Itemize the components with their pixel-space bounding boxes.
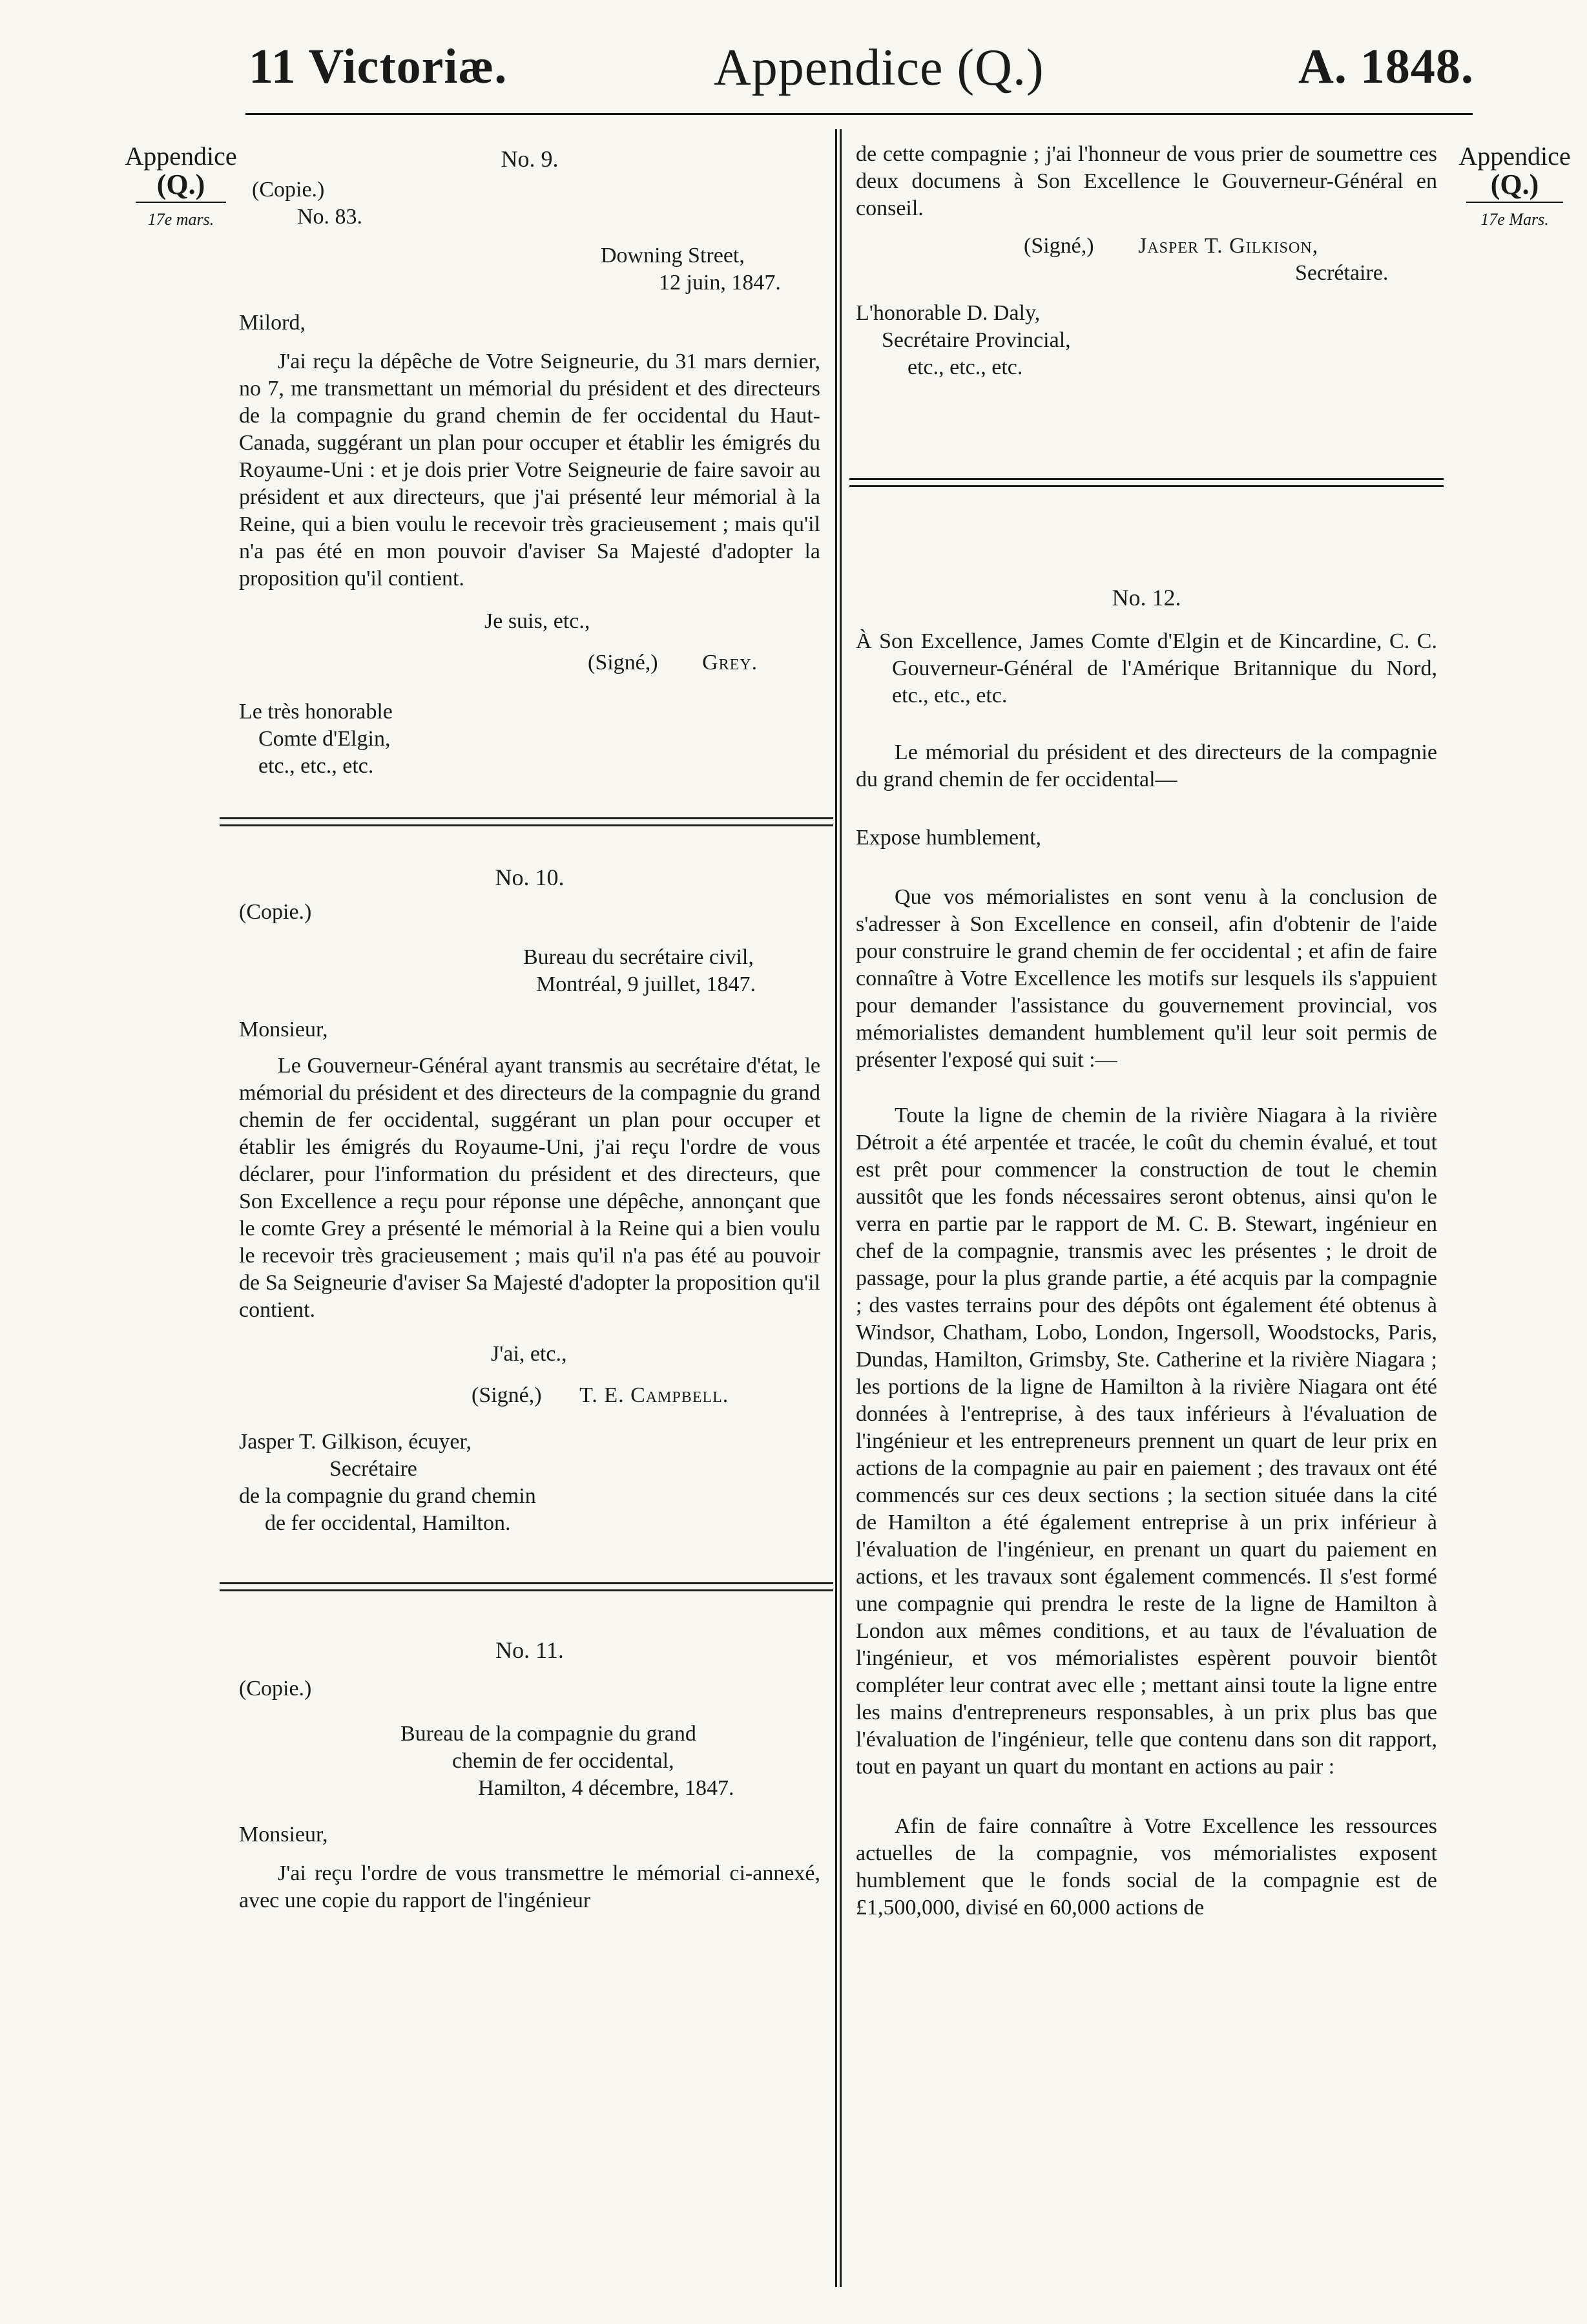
doc-place: Bureau de la compagnie du grand: [400, 1722, 696, 1746]
addressee-line: Le très honorable: [239, 700, 393, 724]
memorial-paragraph: Toute la ligne de chemin de la rivière Niagara à la rivière Détroit a été arpentée et tracée, le coût du chemin évalué, et tout est prêt pour commencer la construction de tout le chemin aussitôt que les fonds nécessaires seront obtenus, ainsi qu'on le verra en partie par le rapport de M. C. B. Stewart, ingénieur en chef de la compagnie, transmis avec les présentes ; le droit de passage, pour la plus grande partie, a été acquis par la compagnie ; des vastes terrains pour des dépôts ont également été obtenus à Windsor, Chatham, Lobo, London, Ingersoll, Woodstocks, Paris, Dundas, Hamilton, Grimsby, Ste. Catherine et la rivière Niagara ; les portions de la ligne de Hamilton à la rivière Niagara ont été données à l'entreprise, à des taux inférieurs à l'évaluation de l'ingénieur et les entrepreneurs prennent un quart de leur prix en actions de la compagnie au pair en paiement ; des travaux ont été commencés sur ces deux sections ; la section située dans la cité de Hamilton a été également entreprise à un prix inférieur à l'évaluation de l'ingénieur, en prenant un quart du paiement en actions, et les travaux sont également commencés. Il s'est formé une compagnie qui prendra le reste de la ligne de Hamilton à London aux mêmes conditions, et au taux de l'évaluation de l'ingénieur, et vos mémorialistes espèrent pouvoir bientôt compléter leur contrat avec elle ; mettant ainsi toute la ligne entre les mains d'entrepreneurs responsables, à un prix plus bas que l'évaluation de l'ingénieur, telle que contenu dans son dit rapport, tout en payant un quart du montant en actions au pair :: [856, 1104, 1437, 1779]
margin-note-right: [1450, 142, 1579, 234]
continued-text: de cette compagnie ; j'ai l'honneur de vous prier de soumettre ces deux documens à Son Excellence le Gouverneur-Général en conseil.: [856, 142, 1437, 220]
addressee-line: Jasper T. Gilkison, écuyer,: [239, 1430, 472, 1454]
doc-number: No. 12.: [1112, 585, 1181, 611]
copy-label: (Copie.): [239, 1677, 312, 1701]
signature-line: [239, 1382, 820, 1409]
margin-bar: [136, 202, 226, 203]
doc-date: 12 juin, 1847.: [659, 271, 781, 295]
addressee-line: de la compagnie du grand chemin: [239, 1484, 536, 1508]
memorial-intro: Le mémorial du président et des directeurs de la compagnie du grand chemin de fer occidental—: [856, 740, 1437, 791]
column-rule: [835, 129, 837, 2287]
section-divider: [220, 1582, 833, 1591]
left-column: [239, 145, 820, 1914]
margin-appendix-label: Appendice: [1458, 141, 1571, 171]
salutation: Monsieur,: [239, 1823, 328, 1847]
addressee-line: L'honorable D. Daly,: [856, 301, 1041, 325]
addressee-line: Secrétaire: [329, 1457, 417, 1481]
signature-line: [239, 649, 820, 676]
doc-number: No. 11.: [495, 1637, 564, 1663]
right-column: [856, 141, 1437, 1921]
memorial-paragraph: Afin de faire connaître à Votre Excellence les ressources actuelles de la compagnie, vos mémorialistes exposent humblement que le fonds social de la compagnie est de £1,500,000, divisé en 60,000 actions de: [856, 1814, 1437, 1920]
letter-closing: Je suis, etc.,: [484, 609, 590, 633]
salutation: Monsieur,: [239, 1018, 328, 1042]
section-divider: [849, 478, 1444, 487]
doc-reference: No. 83.: [297, 205, 363, 229]
salutation: Milord,: [239, 311, 306, 335]
doc-date: Montréal, 9 juillet, 1847.: [536, 972, 756, 996]
doc-place: chemin de fer occidental,: [452, 1749, 674, 1773]
column-rule: [840, 129, 842, 2287]
memorial-address: À Son Excellence, James Comte d'Elgin et de Kincardine, C. C. Gouverneur-Général de l'Amérique Britannique du Nord, etc., etc., etc.: [856, 629, 1437, 707]
memorial-expose: Expose humblement,: [856, 826, 1042, 850]
signer-name: Grey.: [702, 651, 758, 675]
margin-date: 17e Mars.: [1480, 210, 1549, 229]
letter-body: J'ai reçu la dépêche de Votre Seigneurie, du 31 mars dernier, no 7, me transmettant un mémorial du président et des directeurs de la compagnie du grand chemin de fer occidental du Haut-Canada, suggérant un plan pour occuper et établir les émigrés du Royaume-Uni : et je dois prier Votre Seigneurie de faire savoir au président et aux directeurs, que j'ai présenté leur mémorial à la Reine, qui a bien voulu le recevoir très gracieusement ; mais qu'il n'a pas été en mon pouvoir d'aviser Sa Majesté d'adopter la proposition qu'il contient.: [239, 350, 820, 591]
letter-body: J'ai reçu l'ordre de vous transmettre le mémorial ci-annexé, avec une copie du rapport de l'ingénieur: [239, 1861, 820, 1912]
margin-appendix-label: Appendice: [125, 141, 237, 171]
margin-note-left: [116, 142, 245, 234]
doc-number: No. 10.: [495, 864, 565, 890]
doc-place: Bureau du secrétaire civil,: [523, 945, 754, 969]
copy-label: (Copie.): [239, 900, 312, 924]
doc-place: Downing Street,: [601, 244, 745, 267]
header-left: 11 Victoriæ.: [249, 39, 508, 94]
memorial-paragraph: Que vos mémorialistes en sont venu à la conclusion de s'adresser à Son Excellence en conseil, afin d'obtenir de l'aide pour construire le grand chemin de fer occidental ; et afin de faire connaître à Votre Excellence les motifs sur lesquels ils s'appuient pour demander l'assistance du gouvernement provincial, vos mémorialistes demandent humblement qu'il leur soit permis de présenter l'exposé qui suit :—: [856, 885, 1437, 1072]
margin-bar: [1466, 202, 1563, 203]
header-center: Appendice (Q.): [714, 39, 1044, 96]
addressee-line: de fer occidental, Hamilton.: [265, 1511, 511, 1535]
addressee-line: etc., etc., etc.: [258, 754, 374, 778]
addressee-line: Comte d'Elgin,: [258, 727, 391, 751]
margin-q-label: (Q.): [156, 169, 205, 200]
header-rule: [245, 113, 1473, 115]
copy-label: (Copie.): [252, 178, 325, 202]
signer-name: T. E. Campbell.: [579, 1383, 729, 1407]
signer-name: Jasper T. Gilkison,: [1138, 234, 1319, 258]
signed-label: (Signé,): [472, 1383, 542, 1407]
header-right: A. 1848.: [1298, 39, 1474, 94]
margin-q-label: (Q.): [1490, 169, 1539, 200]
letter-closing: J'ai, etc.,: [491, 1342, 567, 1366]
signed-label: (Signé,): [1024, 234, 1094, 258]
doc-date: Hamilton, 4 décembre, 1847.: [478, 1776, 734, 1800]
margin-date: 17e mars.: [147, 210, 214, 229]
letter-body: Le Gouverneur-Général ayant transmis au secrétaire d'état, le mémorial du président et des directeurs de la compagnie du grand chemin de fer occidental, suggérant un plan pour occuper et établir les émigrés du Royaume-Uni, j'ai reçu l'ordre de vous déclarer, pour l'information du président et des directeurs, que Son Excellence a reçu pour réponse une dépêche, annonçant que le comte Grey a présenté le mémorial à la Reine qui a bien voulu le recevoir très gracieusement ; mais qu'il n'a pas été au pouvoir de Sa Seigneurie d'aviser Sa Majesté d'adopter la proposition qu'il contient.: [239, 1054, 820, 1322]
doc-number: No. 9.: [501, 146, 559, 172]
signature-line: [856, 233, 1437, 260]
signed-label: (Signé,): [588, 651, 658, 675]
section-divider: [220, 817, 833, 826]
signer-title: Secrétaire.: [1295, 261, 1389, 285]
addressee-line: etc., etc., etc.: [908, 355, 1023, 379]
addressee-line: Secrétaire Provincial,: [882, 328, 1071, 352]
